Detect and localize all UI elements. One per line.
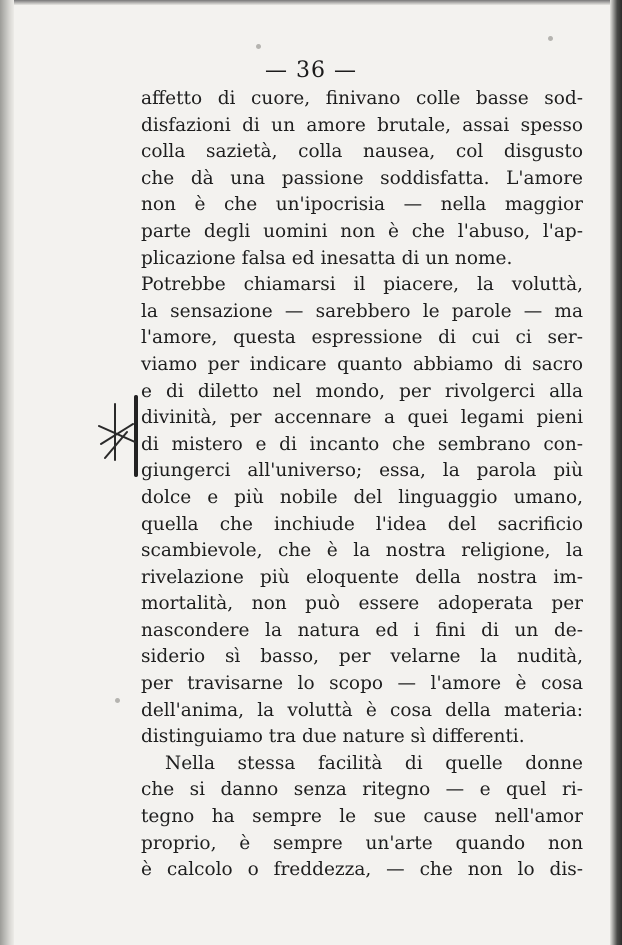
paper-speck [548, 36, 553, 41]
page-number: — 36 — [265, 58, 357, 83]
text-line: rivelazione più eloquente della nostra im- [141, 566, 583, 588]
text-line: Potrebbe chiamarsi il piacere, la voluttà, [141, 274, 583, 296]
text-line: mortalità, non può essere adoperata per [141, 593, 583, 615]
text-line: per travisarne lo scopo — l'amore è cosa [141, 673, 583, 695]
text-line: Nella stessa facilità di quelle donne [165, 752, 583, 774]
paper-speck [115, 698, 120, 703]
text-line: di mistero e di incanto che sembrano con- [141, 433, 583, 455]
text-line: distinguiamo tra due nature sì differenti. [141, 726, 525, 748]
text-line: siderio sì basso, per velarne la nudità, [141, 646, 583, 668]
text-line: viamo per indicare quanto abbiamo di sacro [141, 353, 583, 375]
text-line: affetto di cuore, finivano colle basse sod- [141, 88, 583, 109]
text-line: disfazioni di un amore brutale, assai spesso [141, 114, 583, 136]
text-line: scambievole, che è la nostra religione, la [141, 540, 583, 562]
text-line: l'amore, questa espressione di cui ci ser- [141, 327, 583, 349]
text-line: plicazione falsa ed inesatta di un nome. [141, 247, 513, 269]
text-line: quella che inchiude l'idea del sacrificio [141, 513, 583, 535]
paper-speck [256, 44, 261, 49]
page-top-edge [0, 0, 622, 5]
text-line: tegno ha sempre le sue cause nell'amor [141, 806, 583, 828]
text-line: la sensazione — sarebbero le parole — ma [141, 300, 583, 322]
text-line: dell'anima, la voluttà è cosa della materia: [141, 699, 583, 721]
asterisk-pencil-icon [95, 398, 143, 468]
text-line: dolce e più nobile del linguaggio umano, [141, 486, 583, 508]
text-line: divinità, per accennare a quei legami pieni [141, 407, 583, 429]
body-text [141, 86, 583, 884]
page-right-edge [610, 0, 622, 945]
text-line: colla sazietà, colla nausea, col disgusto [141, 141, 583, 163]
text-line: non è che un'ipocrisia — nella maggior [141, 194, 583, 216]
text-line: e di diletto nel mondo, per rivolgerci alla [141, 380, 583, 402]
text-line: che si danno senza ritegno — e quel ri- [141, 779, 583, 801]
text-line: proprio, è sempre un'arte quando non [141, 832, 583, 854]
page-left-edge [0, 0, 14, 945]
text-line: nascondere la natura ed i fini di un de- [141, 619, 583, 641]
text-line: è calcolo o freddezza, — che non lo dis- [141, 859, 583, 881]
text-line: che dà una passione soddisfatta. L'amore [141, 167, 583, 189]
text-line: parte degli uomini non è che l'abuso, l'ap- [141, 220, 583, 242]
text-line: giungerci all'universo; essa, la parola più [141, 460, 583, 482]
